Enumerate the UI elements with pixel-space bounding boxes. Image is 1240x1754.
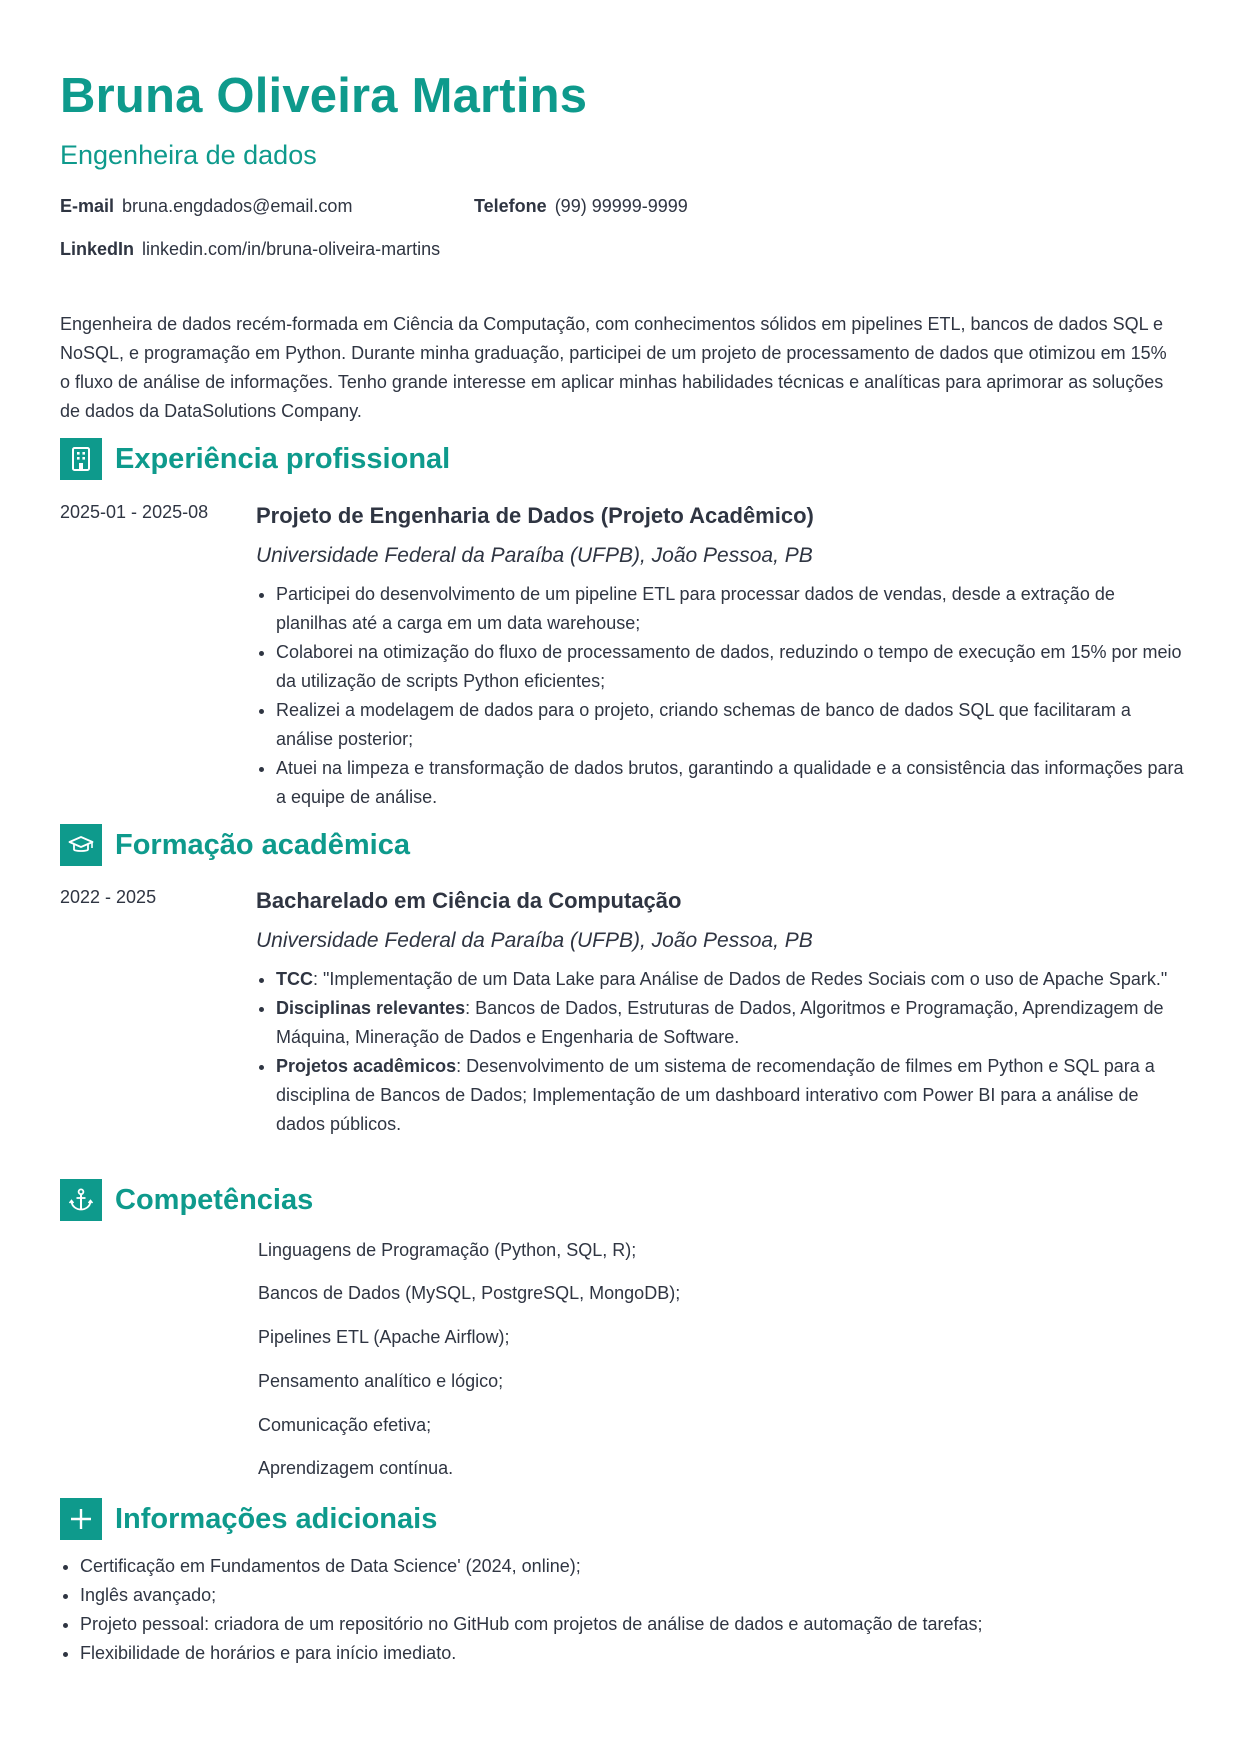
bullet-text: : Desenvolvimento de um sistema de recomendação de filmes em Python e SQL para a disciplina de Bancos de Dados; Implementação de um dashboard interativo com Power BI para a análise de dados públicos. (276, 1056, 1155, 1134)
skill-item: Comunicação efetiva; (258, 1415, 432, 1435)
additional-list (60, 1552, 1180, 1668)
bullet-label: Projetos acadêmicos (276, 1056, 457, 1076)
section-experience-header (60, 438, 450, 480)
bullet-text: : Bancos de Dados, Estruturas de Dados, Algoritmos e Programação, Aprendizagem de Máquina, Mineração de Dados e Engenharia de Software. (276, 998, 1164, 1047)
building-icon (60, 438, 102, 480)
education-bullets (256, 965, 1184, 1139)
list-item (276, 1052, 1184, 1139)
list-item: • Atuei na limpeza e transformação de dados brutos, garantindo a qualidade e a consistência das informações para a equipe de análise. (276, 754, 1184, 812)
skill-item: Aprendizagem contínua. (258, 1458, 454, 1478)
contact-linkedin (60, 239, 440, 260)
experience-title: Projeto de Engenharia de Dados (Projeto Acadêmico) (256, 503, 814, 528)
experience-body (256, 502, 1184, 812)
skill-item: Linguagens de Programação (Python, SQL, R); (258, 1240, 637, 1260)
experience-organization: Universidade Federal da Paraíba (UFPB), João Pessoa, PB (256, 544, 813, 567)
list-item: • Inglês avançado; (80, 1581, 1180, 1610)
section-education-header (60, 824, 410, 866)
skill-item: Pipelines ETL (Apache Airflow); (258, 1327, 510, 1347)
plus-icon (60, 1498, 102, 1540)
phone-label: Telefone (474, 196, 547, 216)
section-skills-title: Competências (115, 1183, 314, 1216)
professional-summary: Engenheira de dados recém-formada em Ciência da Computação, com conhecimentos sólidos em pipelines ETL, bancos de dados SQL e NoSQL, e programação em Python. Durante minha graduação, participei de um projeto de processamento de dados que otimizou em 15% o fluxo de análise de informações. Tenho grande interesse em aplicar minhas habilidades técnicas e analíticas para aprimorar as soluções de dados da DataSolutions Company. (60, 314, 1167, 421)
section-additional-header (60, 1498, 437, 1540)
anchor-icon (60, 1179, 102, 1221)
list-item (276, 994, 1184, 1052)
skill-item: Pensamento analítico e lógico; (258, 1371, 504, 1391)
bullet-text: : "Implementação de um Data Lake para Análise de Dados de Redes Sociais com o uso de Apache Spark." (313, 969, 1168, 989)
linkedin-value[interactable]: linkedin.com/in/bruna-oliveira-martins (142, 239, 441, 259)
section-experience-title: Experiência profissional (115, 442, 451, 475)
education-title: Bacharelado em Ciência da Computação (256, 888, 682, 913)
section-additional-title: Informações adicionais (115, 1502, 438, 1535)
education-organization: Universidade Federal da Paraíba (UFPB), João Pessoa, PB (256, 929, 813, 952)
candidate-name: Bruna Oliveira Martins (60, 69, 588, 123)
contact-email (60, 196, 352, 217)
bullet-label: TCC (276, 969, 313, 989)
list-item: • Participei do desenvolvimento de um pipeline ETL para processar dados de vendas, desde a extração de planilhas até a carga em um data warehouse; (276, 580, 1184, 638)
list-item: • Projeto pessoal: criadora de um repositório no GitHub com projetos de análise de dados e automação de tarefas; (80, 1610, 1180, 1639)
education-dates: 2022 - 2025 (60, 887, 157, 907)
list-item: • Certificação em Fundamentos de Data Science' (2024, online); (80, 1552, 1180, 1581)
section-education-title: Formação acadêmica (115, 828, 410, 861)
list-item: • Colaborei na otimização do fluxo de processamento de dados, reduzindo o tempo de execução em 15% por meio da utilização de scripts Python eficientes; (276, 638, 1184, 696)
list-item: • Realizei a modelagem de dados para o projeto, criando schemas de banco de dados SQL que facilitaram a análise posterior; (276, 696, 1184, 754)
list-item (276, 965, 1184, 994)
bullet-label: Disciplinas relevantes (276, 998, 466, 1018)
email-label: E-mail (60, 196, 115, 216)
candidate-role: Engenheira de dados (60, 140, 317, 170)
linkedin-label: LinkedIn (60, 239, 135, 259)
section-skills-header (60, 1179, 313, 1221)
phone-value: (99) 99999-9999 (554, 196, 688, 216)
list-item: • Flexibilidade de horários e para início imediato. (80, 1639, 1180, 1668)
email-value[interactable]: bruna.engdados@email.com (122, 196, 353, 216)
experience-bullets (256, 580, 1184, 812)
experience-dates: 2025-01 - 2025-08 (60, 502, 209, 522)
skill-item: Bancos de Dados (MySQL, PostgreSQL, MongoDB); (258, 1283, 681, 1303)
graduation-cap-icon (60, 824, 102, 866)
contact-phone (474, 196, 688, 217)
education-body (256, 887, 1184, 1139)
